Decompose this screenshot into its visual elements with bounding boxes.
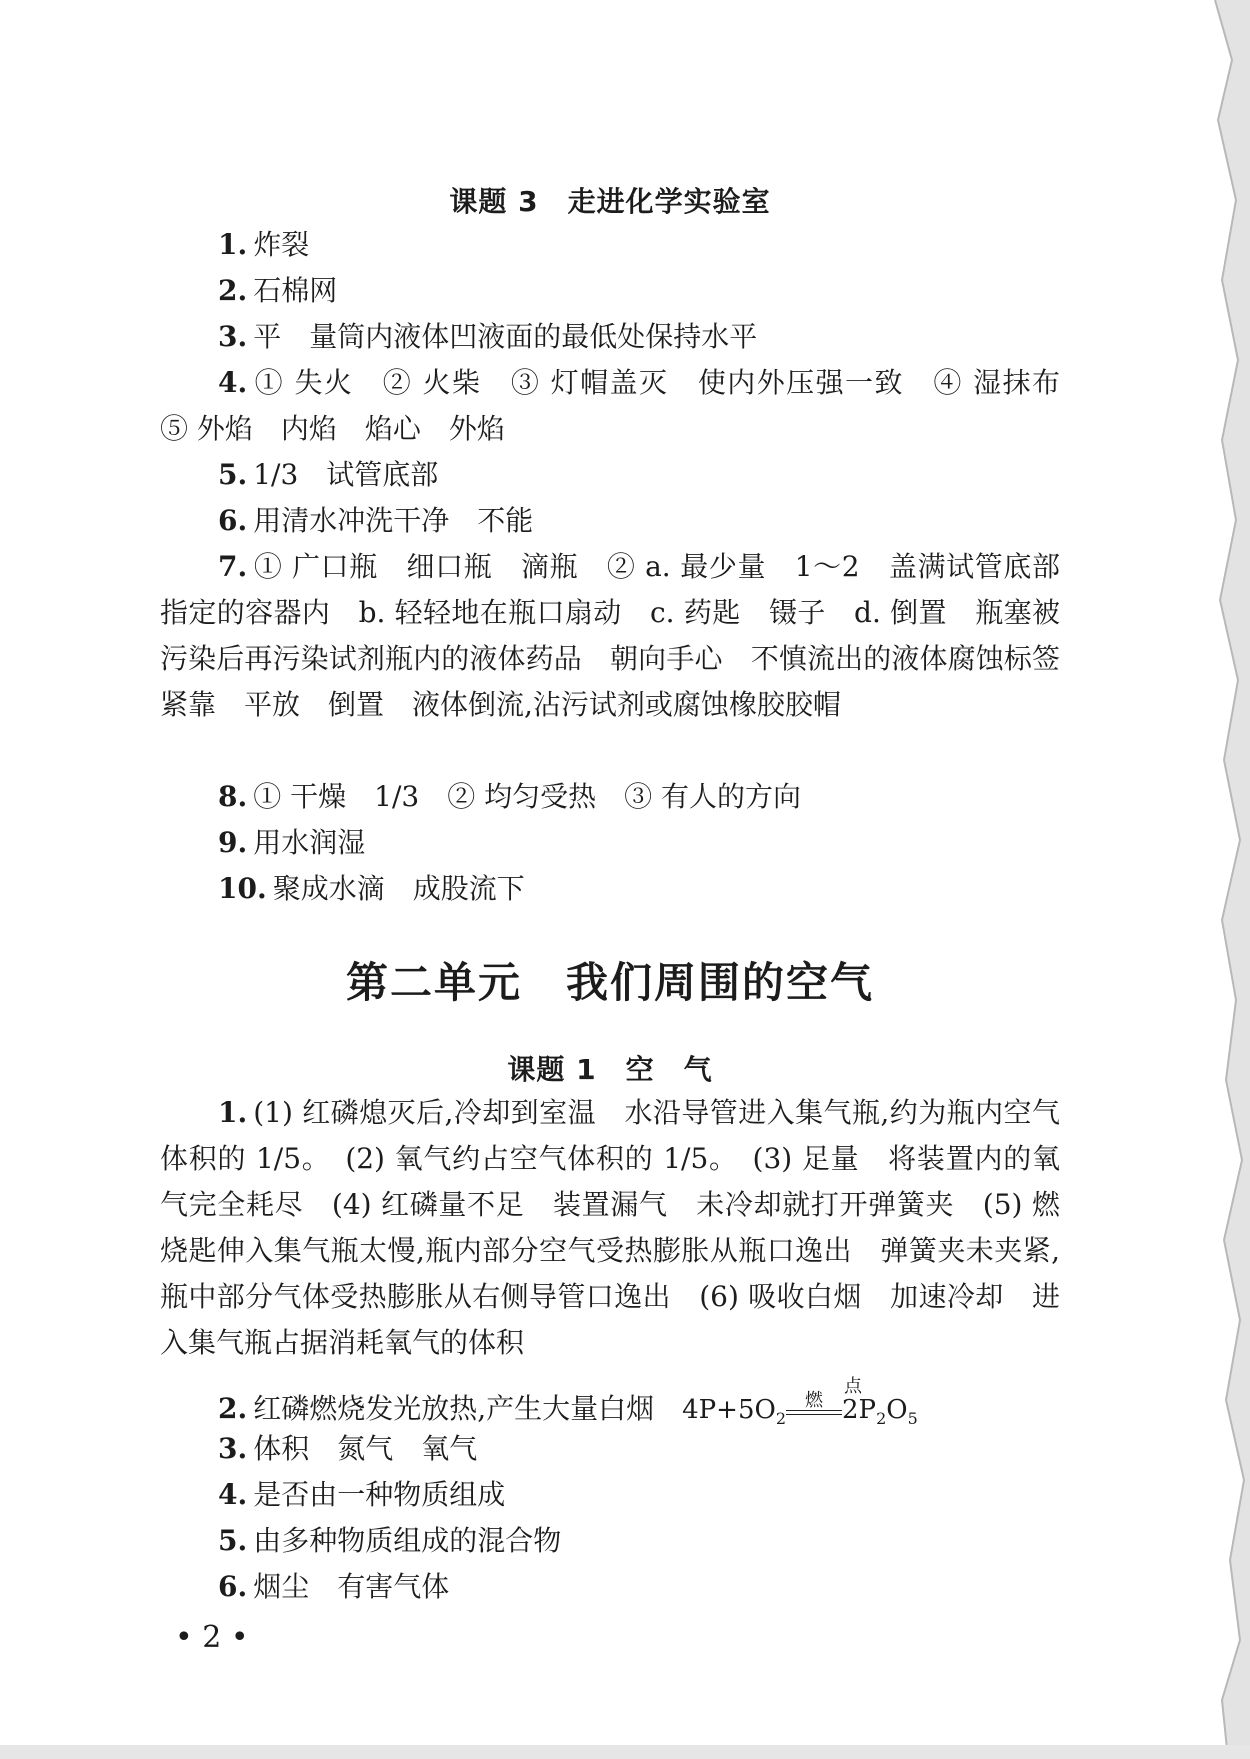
answer-item: 6. 用清水冲洗干净 不能: [218, 504, 534, 537]
answer-item: 2. 石棉网: [218, 274, 338, 307]
answer-item: 7. ① 广口瓶 细口瓶 滴瓶 ② a. 最少量 1～2 盖满试管底部 指定的容器内 b. 轻轻地在瓶口扇动 c. 药匙 镊子 d. 倒置 瓶塞被污染后再污染试剂瓶内的液体药品 朝向手心 不慎流出的液体腐蚀标签 紧靠 平放 倒置 液体倒流,沾污试剂或腐蚀橡胶胶帽: [160, 550, 1089, 721]
answer-item: 4. ① 失火 ② 火柴 ③ 灯帽盖灭 使内外压强一致 ④ 湿抹布 ⑤ 外焰 内焰 焰心 外焰: [160, 366, 1089, 445]
answer-item: 5. 由多种物质组成的混合物: [218, 1524, 562, 1557]
answer-item: 8. ① 干燥 1/3 ② 均匀受热 ③ 有人的方向: [218, 780, 802, 813]
section-title: 课题 3 走进化学实验室: [449, 185, 771, 218]
answer-item: 4. 是否由一种物质组成: [218, 1478, 506, 1511]
answer-item: 1. (1) 红磷熄灭后,冷却到室温 水沿导管进入集气瓶,约为瓶内空气体积的 1/5。 (2) 氧气约占空气体积的 1/5。 (3) 足量 将装置内的氧气完全耗尽 (4) 红磷量不足 装置漏气 未冷却就打开弹簧夹 (5) 燃烧匙伸入集气瓶太慢,瓶内部分空气受热膨胀从瓶口逸出 弹簧夹未夹紧,瓶中部分气体受热膨胀从右侧导管口逸出 (6) 吸收白烟 加速冷却 进入集气瓶占据消耗氧气的体积: [160, 1096, 1060, 1359]
answer-item: 3. 体积 氮气 氧气: [218, 1432, 478, 1465]
answer-item: 6. 烟尘 有害气体: [218, 1570, 450, 1603]
unit-title: 第二单元 我们周围的空气: [345, 958, 874, 1007]
answer-item: 9. 用水润湿: [218, 826, 366, 859]
section-title: 课题 1 空 气: [507, 1053, 713, 1086]
answer-item: 10. 聚成水滴 成股流下: [218, 872, 525, 905]
page-number: • 2 •: [175, 1620, 249, 1655]
answer-item: 1. 炸裂: [218, 228, 310, 261]
chemical-equation: $4P+5O_2$ 点燃 $2P_2O_5$: [682, 1376, 918, 1429]
answer-item: 2. 红磷燃烧发光放热,产生大量白烟 $4P+5O_2$ 点燃 $2P_2O_5$: [218, 1376, 918, 1429]
answer-item: 5. 1/3 试管底部: [218, 458, 439, 491]
answer-item: 3. 平 量筒内液体凹液面的最低处保持水平: [218, 320, 758, 353]
